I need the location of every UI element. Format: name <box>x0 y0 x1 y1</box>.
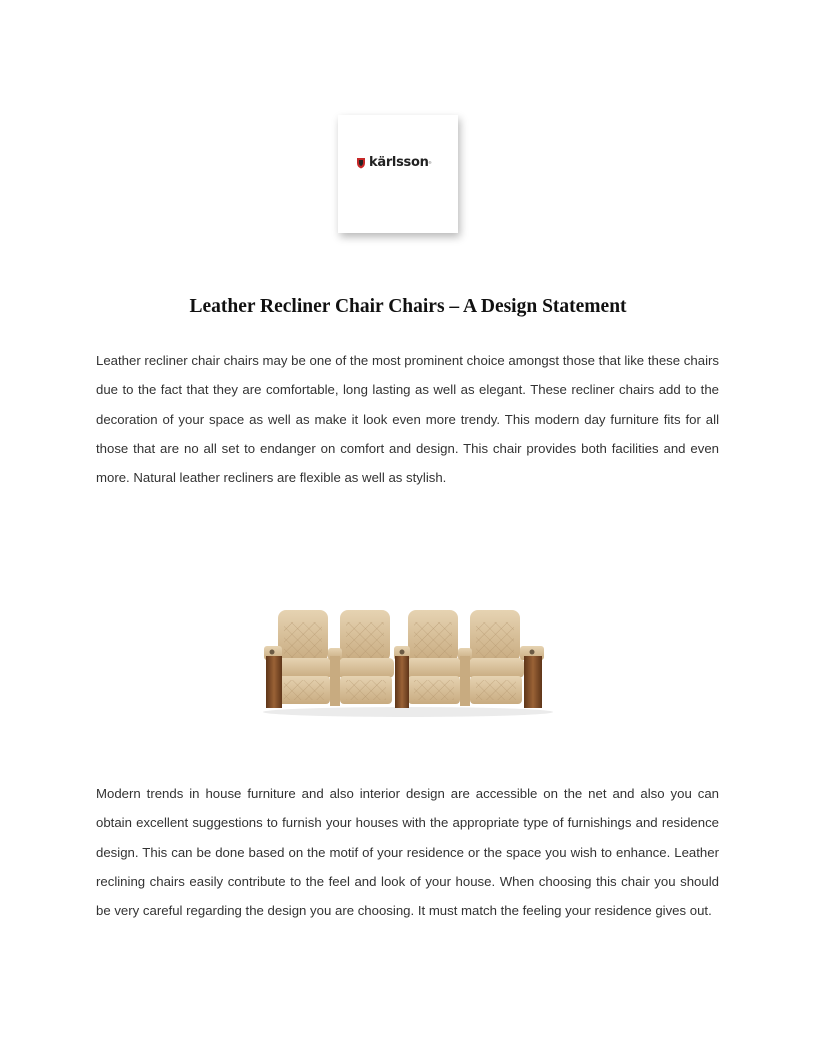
seat-1 <box>276 610 332 704</box>
registered-mark: ® <box>428 160 432 165</box>
paragraph-trends: Modern trends in house furniture and also interior design are accessible on the net and also you can obtain excellent suggestions to furnish your houses with the appropriate type of furnishings and residence design. This can be done based on the motif of your residence or the space you wish to enhance. Leather reclining chairs easily contribute to the feel and look of your house. When choosing this chair you should be very careful regarding the design you are choosing. It must match the feeling your residence gives out. <box>96 786 719 919</box>
seat-2 <box>338 610 394 704</box>
seat-4 <box>468 610 524 704</box>
brand-logo <box>356 155 432 170</box>
brand-name: kärlsson <box>369 155 429 170</box>
recliner-sofa-image <box>258 600 558 720</box>
paragraph-intro: Leather recliner chair chairs may be one of the most prominent choice amongst those that like these chairs due to the fact that they are comfortable, long lasting as well as elegant. These recliner chairs add to the decoration of your space as well as make it look even more trendy. This modern day furniture fits for all those that are no all set to endanger on comfort and design. This chair provides both facilities and even more. Natural leather recliners are flexible as well as stylish. <box>96 353 719 486</box>
seat-3 <box>406 610 462 704</box>
logo-card <box>338 115 458 233</box>
shield-icon <box>356 157 366 169</box>
page-title: Leather Recliner Chair Chairs – A Design Statement <box>189 296 627 317</box>
